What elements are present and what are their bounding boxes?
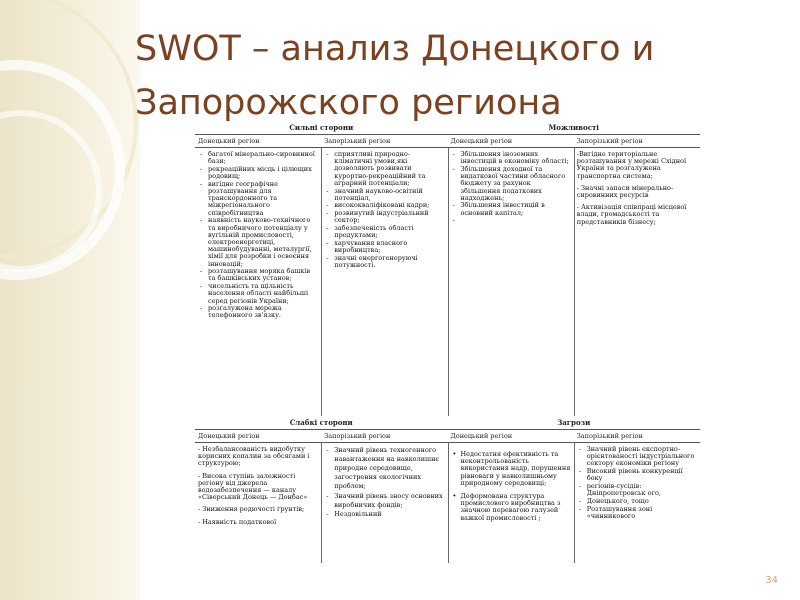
list-item: - регіонів-сусідів: Дніпропетровськ ого, (577, 483, 697, 497)
weaknesses-heading: Слабкі сторони (289, 418, 353, 427)
list-item: - Збільшення доходної та видаткової частини обласного бюджету за рахунок збільшення податкових надходжень; (451, 166, 571, 202)
slide-title-line-1: SWOT – анализ Донецкого и (135, 29, 655, 69)
list-item: - значні енергогенеруючі потужності. (324, 255, 444, 269)
list-item: - Збільшення інвестицій в основний капітал; (451, 202, 571, 216)
swot-bottom-subheader (195, 430, 700, 442)
list-item: - Нездовільний (324, 510, 444, 519)
list-item: - Збільшення іноземних інвестицій в економіку області; (451, 151, 571, 165)
swot-bottom-quadrants (195, 443, 700, 563)
swot-top-subheader (195, 135, 700, 147)
list-item: - забезпеченість області продуктами; (324, 225, 444, 239)
threats-donetsk-header: Донецький регіон (450, 432, 513, 440)
column-divider (448, 443, 449, 563)
slide-title (135, 22, 775, 130)
list-item: - розташування моряка башків та башківських установ; (198, 268, 318, 282)
swot-bottom-header (195, 416, 700, 429)
list-item: • Деформована структура промислового виробництва з значною перевагою галузей важкої промисловості ; (451, 493, 571, 522)
column-divider (574, 443, 575, 563)
list-item: - Високий рівень конкуренції боку (577, 468, 697, 482)
list-item: - Значний рівень техногенного навантаження на навколишнє природне середовище, загострення екологічних проблем; (324, 446, 444, 491)
decorative-side-band (0, 0, 140, 600)
opportunities-donetsk-header: Донецький регіон (450, 137, 513, 145)
list-item: - чисельність та щільність населення області найбільші серед регіонів України; (198, 283, 318, 305)
column-divider (574, 148, 575, 416)
opportunities-heading: Можливості (548, 123, 599, 132)
swot-table (195, 121, 700, 563)
weaknesses-donetsk-list (195, 443, 321, 563)
list-item: - рекреаційних місць і цілющих родовищ; (198, 166, 318, 180)
weaknesses-zaporizhzhia-list (321, 443, 447, 563)
list-item: - висококваліфіковані кадри; (324, 202, 444, 209)
list-item: - Наявність податкової (198, 517, 277, 526)
list-item: - сприятливі природно-кліматичні умови,які дозволяють розвивати курортно-рекреаційний та аграрний потенціали; (324, 151, 444, 187)
list-item: - Активізація співпраці місцевої влади, громадськості та представників бізнесу; (576, 203, 687, 226)
list-item: - Значні запаси мінерально-сировинних ресурсів (576, 183, 674, 200)
list-item: - значний науково-освітній потенціал, (324, 188, 444, 202)
threats-zaporizhzhia-list (574, 443, 700, 563)
list-item: - розвинутий індустріальний сектор; (324, 210, 444, 224)
slide-title-line-2: Запорожского региона (135, 83, 562, 123)
swot-top-header (195, 121, 700, 134)
list-item: - Донецького, тощо (577, 498, 697, 505)
opportunities-zaporizhzhia-list (574, 148, 700, 416)
threats-donetsk-list (448, 443, 574, 563)
list-item: - Розташування зоні «чинникового (577, 506, 697, 520)
strengths-heading: Сильні сторони (289, 123, 354, 132)
list-item: - Значний рівень експортно-орієнтованості індустріального сектору економіки регіону (577, 446, 697, 468)
list-item: - харчування власного виробництва; (324, 240, 444, 254)
list-item: - наявність науково-технічного та виробничого потенціалу у вугільній промисловості, електроенергетиці, машинобудуванні, металургії, хімії для розробки і освоєння інновацій; (198, 217, 318, 267)
weaknesses-donetsk-header: Донецький регіон (198, 432, 260, 440)
list-item: - Висока ступінь залежності регіону від джерела водозабезпечення — каналу «Сіверський Донець — Донбас» (198, 471, 308, 502)
strengths-zaporizhzhia-list (321, 148, 447, 416)
list-item: - розгалужена мережа телефонного зв'язку. (198, 305, 318, 319)
weaknesses-zaporizhzhia-header: Запорізький регіон (324, 432, 391, 440)
column-divider (448, 148, 449, 416)
opportunities-zaporizhzhia-header: Запорізький регіон (576, 137, 643, 145)
list-item: -Вигідне територіальне розташування у мережі Східної України та розгалужена транспортна система; (576, 150, 687, 180)
list-item: - Зниження родючості ґрунтів; (198, 505, 305, 514)
list-item: - Значний рівень зносу основних виробничих фондів; (324, 492, 444, 510)
column-divider (321, 148, 322, 416)
list-item: • Недостатня ефективність та неконтрольованість використання надр, порушення рівноваги у навколишньому природному середовищі; (451, 451, 571, 487)
list-item: - багатої мінерально-сировинної бази; (198, 151, 318, 165)
opportunities-donetsk-list (448, 148, 574, 416)
page-number: 34 (765, 575, 778, 586)
column-divider (321, 443, 322, 563)
swot-top-quadrants (195, 148, 700, 416)
strengths-donetsk-list (195, 148, 321, 416)
strengths-zaporizhzhia-header: Запорізький регіон (324, 137, 391, 145)
strengths-donetsk-header: Донецький регіон (198, 137, 260, 145)
threats-heading: Загрози (557, 418, 591, 427)
threats-zaporizhzhia-header: Запорізький регіон (576, 432, 643, 440)
list-item: - вигідне географічне розташування для транскордонного та міжрегіонального співробітництва (198, 181, 318, 217)
list-item: - Незбалансованість видобутку корисних копалин за обсягами і структурою; (198, 445, 310, 468)
